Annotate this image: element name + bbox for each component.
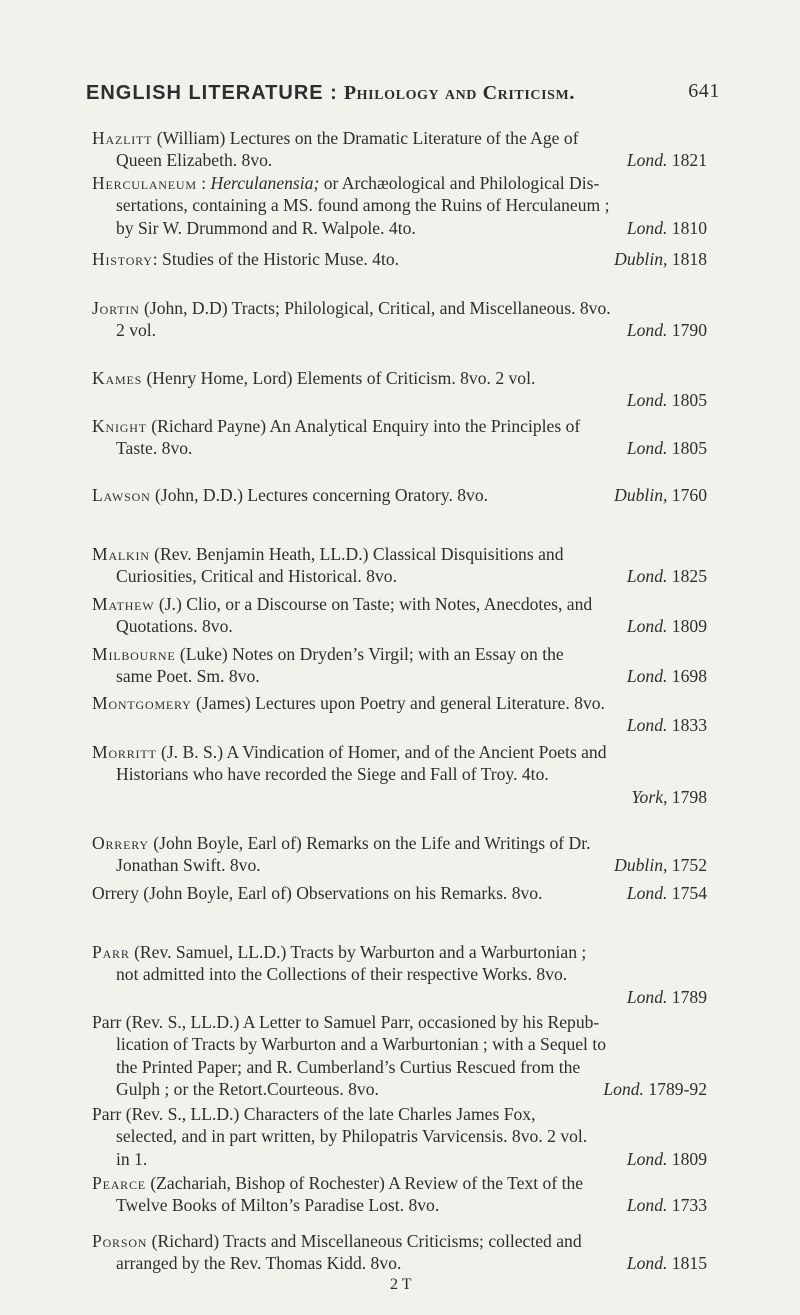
catalogue-entry: Knight (Richard Payne) An Analytical Enquiry into the Principles of Taste. 8vo. Lond. 1805: [92, 416, 707, 459]
header-title: ENGLISH LITERATURE :: [86, 82, 338, 104]
catalogue-entry: Parr (Rev. S., LL.D.) Characters of the late Charles James Fox, selected, and in part written, by Philopatris Varvicensis. 8vo. 2 vol. in 1. Lond. 1809: [92, 1104, 707, 1169]
catalogue-entry: Malkin (Rev. Benjamin Heath, LL.D.) Classical Disquisitions and Curiosities, Critical and Historical. 8vo. Lond. 1825: [92, 544, 707, 587]
signature-mark: 2 T: [390, 1276, 412, 1293]
catalogue-entry: Morritt (J. B. S.) A Vindication of Homer, and of the Ancient Poets and Historians who have recorded the Siege and Fall of Troy. 4to. York, 1798: [92, 742, 707, 807]
catalogue-entry: Kames (Henry Home, Lord) Elements of Criticism. 8vo. 2 vol. Lond. 1805: [92, 368, 707, 411]
catalogue-entry: Parr (Rev. Samuel, LL.D.) Tracts by Warburton and a Warburtonian ; not admitted into the Collections of their respective Works. 8vo. Lond. 1789: [92, 942, 707, 1007]
page-number: 641: [688, 80, 720, 102]
catalogue-entry: Jortin (John, D.D) Tracts; Philological, Critical, and Miscellaneous. 8vo. 2 vol. Lond. 1790: [92, 298, 707, 341]
catalogue-entry: History: Studies of the Historic Muse. 4to. Dublin, 1818: [92, 249, 707, 269]
catalogue-entry: Herculaneum : Herculanensia; or Archæological and Philological Dis- sertations, containing a MS. found among the Ruins of Herculaneum ; by Sir W. Drummond and R. Walpole. 4to. Lond. 1810: [92, 173, 707, 238]
catalogue-entry: Orrery (John Boyle, Earl of) Observations on his Remarks. 8vo. Lond. 1754: [92, 883, 707, 903]
catalogue-entry: Parr (Rev. S., LL.D.) A Letter to Samuel Parr, occasioned by his Repub- lication of Tracts by Warburton and a Warburtonian ; with a Sequel to the Printed Paper; and R. Cumberland’s Curtius Rescued from the Gulph ; or the Retort.Courteous. 8vo. Lond. 1789-92: [92, 1012, 707, 1100]
catalogue-entry: Mathew (J.) Clio, or a Discourse on Taste; with Notes, Anecdotes, and Quotations. 8vo. Lond. 1809: [92, 594, 707, 637]
header-subtitle: Philology and Criticism.: [343, 82, 575, 104]
catalogue-entry: Lawson (John, D.D.) Lectures concerning Oratory. 8vo. Dublin, 1760: [92, 485, 707, 505]
catalogue-entry: Hazlitt (William) Lectures on the Dramatic Literature of the Age of Queen Elizabeth. 8vo. Lond. 1821: [92, 128, 707, 171]
catalogue-entry: Milbourne (Luke) Notes on Dryden’s Virgil; with an Essay on the same Poet. Sm. 8vo. Lond. 1698: [92, 644, 707, 687]
running-header: [86, 80, 720, 105]
catalogue-entry: Montgomery (James) Lectures upon Poetry and general Literature. 8vo. Lond. 1833: [92, 693, 707, 736]
catalogue-entry: Orrery (John Boyle, Earl of) Remarks on the Life and Writings of Dr. Jonathan Swift. 8vo. Dublin, 1752: [92, 833, 707, 876]
catalogue-entry: Pearce (Zachariah, Bishop of Rochester) A Review of the Text of the Twelve Books of Milton’s Paradise Lost. 8vo. Lond. 1733: [92, 1173, 707, 1216]
catalogue-entry: Porson (Richard) Tracts and Miscellaneous Criticisms; collected and arranged by the Rev. Thomas Kidd. 8vo. Lond. 1815: [92, 1231, 707, 1274]
